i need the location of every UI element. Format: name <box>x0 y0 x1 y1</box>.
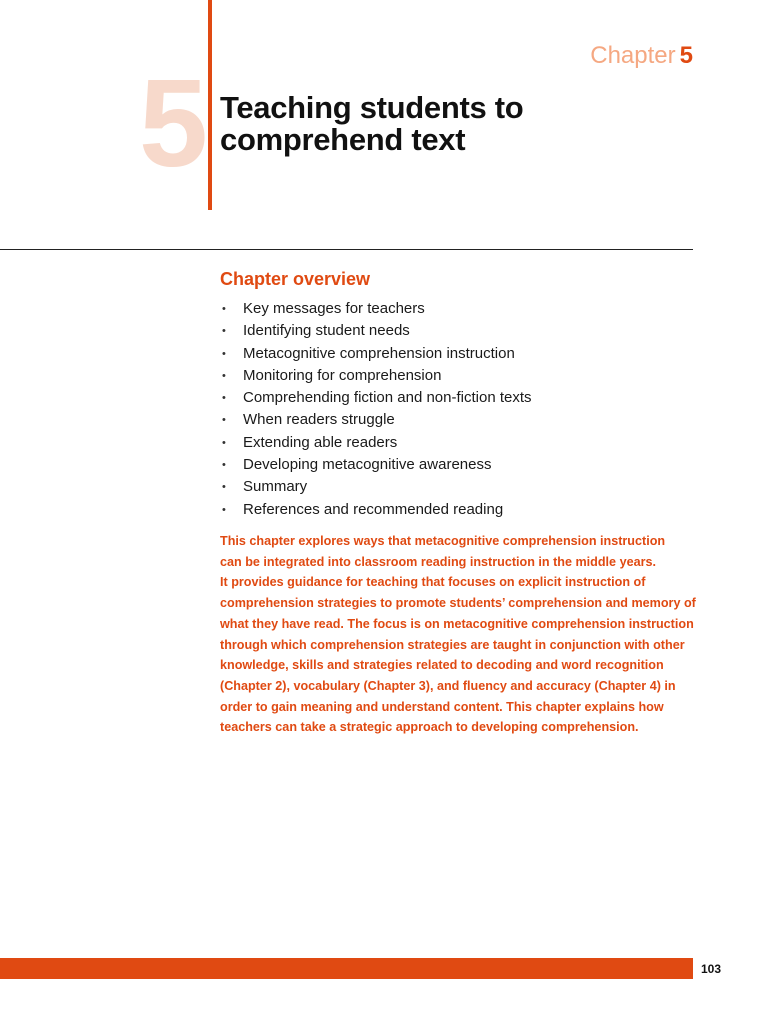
overview-item: • Extending able readers <box>220 432 690 454</box>
intro-line: teachers can take a strategic approach to developing comprehension. <box>220 720 639 735</box>
chapter-title-line-1: Teaching students to <box>220 90 524 125</box>
overview-item: • Summary <box>220 476 690 498</box>
overview-item: • Comprehending fiction and non-fiction texts <box>220 387 690 409</box>
chapter-intro-paragraph <box>220 531 698 738</box>
intro-line: what they have read. The focus is on metacognitive comprehension instruction <box>220 616 694 631</box>
intro-line: This chapter explores ways that metacognitive comprehension instruction <box>220 534 666 548</box>
intro-line: (Chapter 2), vocabulary (Chapter 3), and fluency and accuracy (Chapter 4) in <box>220 678 676 693</box>
page-number: 103 <box>701 962 722 976</box>
header-divider <box>0 249 693 250</box>
overview-item: • References and recommended reading <box>220 499 690 521</box>
intro-line: can be integrated into classroom reading instruction in the middle years. <box>220 554 656 569</box>
overview-list <box>220 298 690 521</box>
overview-heading: Chapter overview <box>220 269 371 289</box>
intro-line: It provides guidance for teaching that focuses on explicit instruction of <box>220 575 646 590</box>
chapter-vertical-rule <box>208 0 212 210</box>
chapter-word: Chapter <box>590 42 676 69</box>
intro-line: comprehension strategies to promote students’ comprehension and memory of <box>220 596 696 611</box>
overview-item: • Metacognitive comprehension instruction <box>220 343 690 365</box>
intro-line: through which comprehension strategies are taught in conjunction with other <box>220 637 685 652</box>
chapter-big-number: 5 <box>139 55 204 193</box>
overview-item: • Identifying student needs <box>220 320 690 342</box>
chapter-number: 5 <box>679 42 693 69</box>
chapter-title-line-2: comprehend text <box>220 122 466 157</box>
intro-line: order to gain meaning and understand content. This chapter explains how <box>220 699 664 714</box>
overview-item: • When readers struggle <box>220 409 690 431</box>
intro-line: knowledge, skills and strategies related to decoding and word recognition <box>220 658 664 673</box>
footer-bar <box>0 958 693 979</box>
overview-item: • Key messages for teachers <box>220 298 690 320</box>
overview-item: • Monitoring for comprehension <box>220 365 690 387</box>
chapter-label <box>590 42 693 70</box>
overview-item: • Developing metacognitive awareness <box>220 454 690 476</box>
chapter-title <box>220 92 690 156</box>
